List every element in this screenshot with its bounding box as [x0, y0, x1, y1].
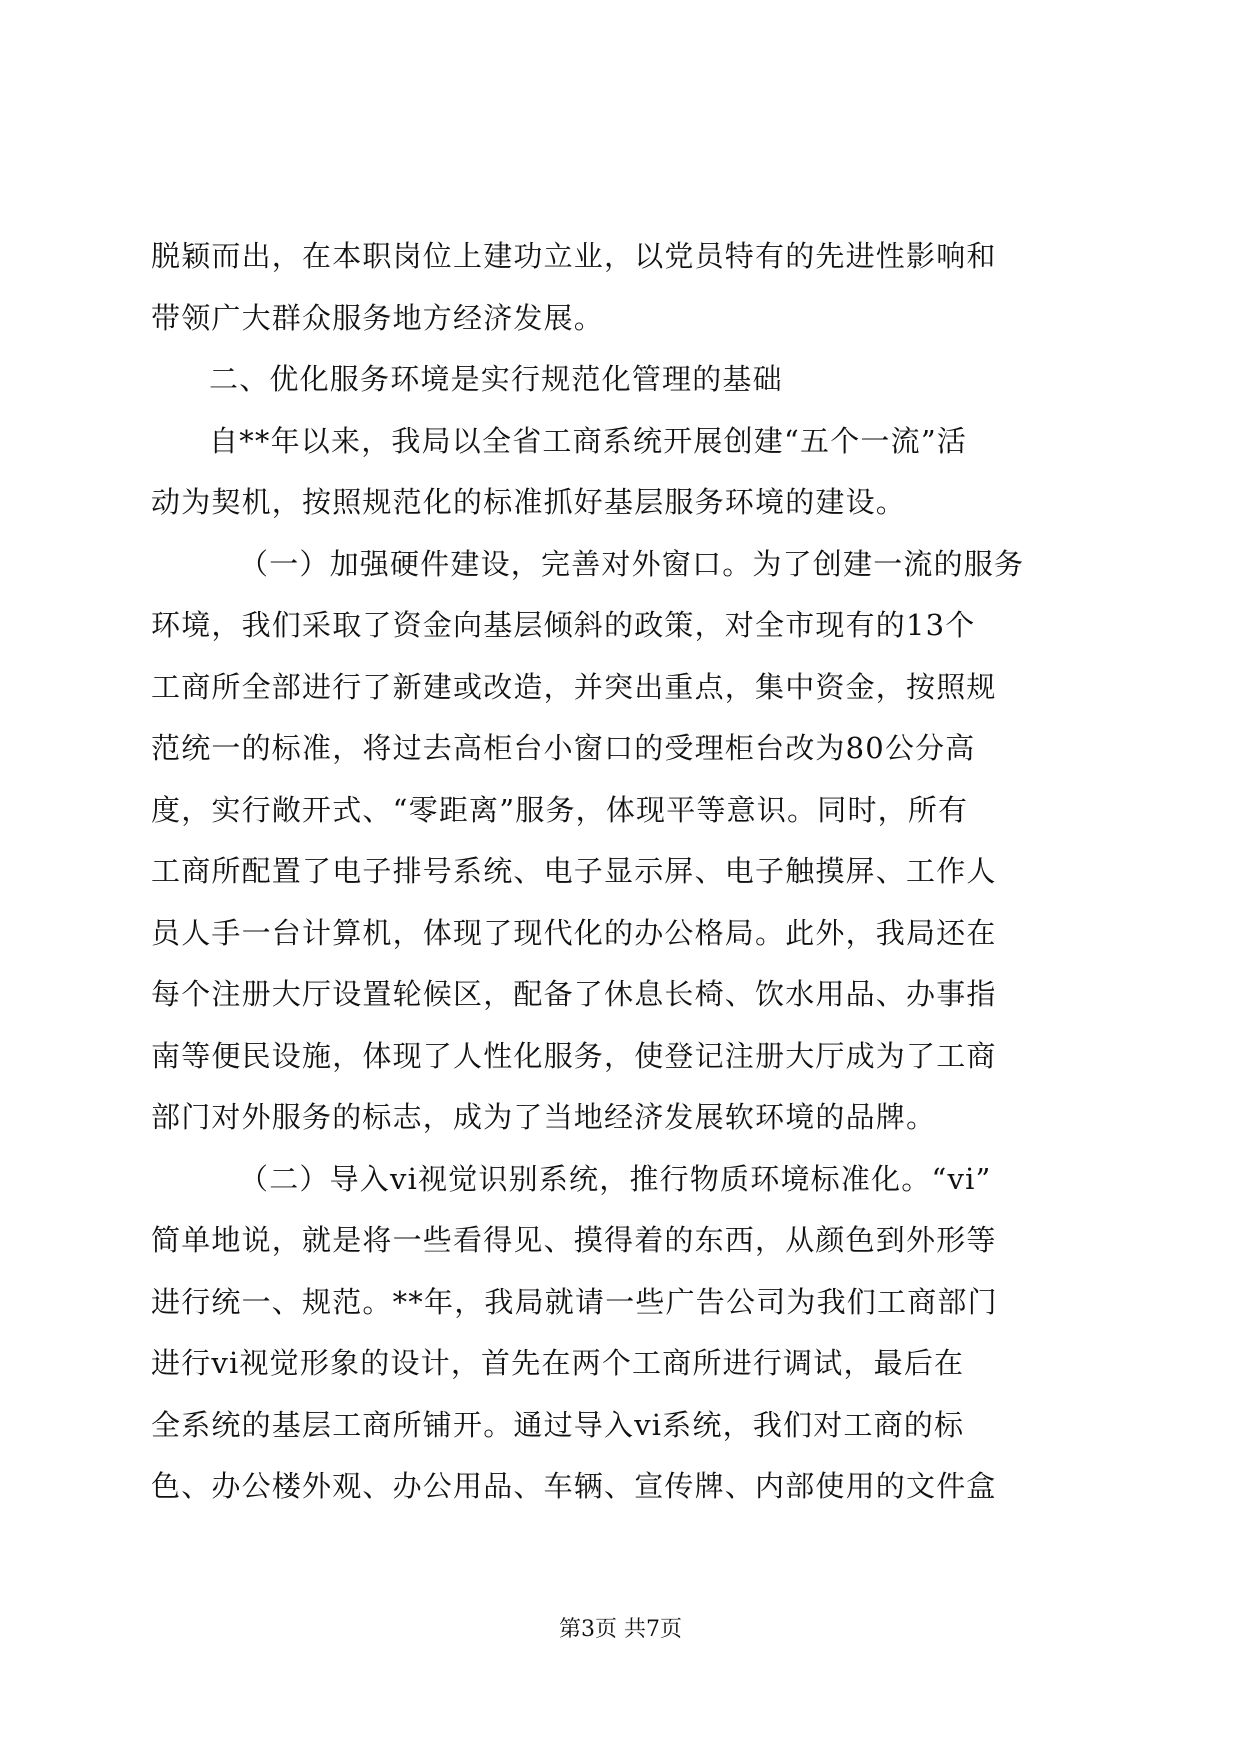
- text-line: 进行统一、规范。**年，我局就请一些广告公司为我们工商部门: [151, 1284, 998, 1319]
- text-line: 简单地说，就是将一些看得见、摸得着的东西，从颜色到外形等: [151, 1223, 997, 1257]
- text-line: （一）加强硬件建设，完善对外窗口。为了创建一流的服务: [239, 546, 1025, 581]
- text-line: 脱颖而出，在本职岗位上建功立业，以党员特有的先进性影响和: [151, 239, 997, 273]
- text-line: 度，实行敞开式、“零距离”服务，体现平等意识。同时，所有: [151, 792, 969, 827]
- page-number-label: 第3页 共7页: [559, 1617, 682, 1642]
- text-line: 部门对外服务的标志，成为了当地经济发展软环境的品牌。: [151, 1100, 937, 1134]
- text-line: 南等便民设施，体现了人性化服务，使登记注册大厅成为了工商: [151, 1038, 997, 1073]
- text-line: 动为契机，按照规范化的标准抓好基层服务环境的建设。: [151, 485, 907, 519]
- text-line: 色、办公楼外观、办公用品、车辆、宣传牌、内部使用的文件盒: [151, 1469, 997, 1503]
- text-line: 进行vi视觉形象的设计，首先在两个工商所进行调试，最后在: [151, 1346, 965, 1380]
- text-line: （二）导入vi视觉识别系统，推行物质环境标准化。“vi”: [239, 1161, 992, 1196]
- document-body: [151, 226, 1091, 1518]
- text-line: 带领广大群众服务地方经济发展。: [151, 300, 605, 335]
- page-footer: [0, 1615, 1241, 1645]
- text-line: 全系统的基层工商所铺开。通过导入vi系统，我们对工商的标: [151, 1407, 965, 1442]
- section-heading: 二、优化服务环境是实行规范化管理的基础: [209, 362, 783, 396]
- text-line: 环境，我们采取了资金向基层倾斜的政策，对全市现有的13个: [151, 608, 976, 642]
- text-line: 员人手一台计算机，体现了现代化的办公格局。此外，我局还在: [151, 915, 997, 950]
- text-line: 自**年以来，我局以全省工商系统开展创建“五个一流”活: [209, 423, 968, 458]
- text-line: 范统一的标准，将过去高柜台小窗口的受理柜台改为80公分高: [151, 731, 976, 765]
- text-line: 工商所配置了电子排号系统、电子显示屏、电子触摸屏、工作人: [151, 854, 997, 888]
- text-line: 工商所全部进行了新建或改造，并突出重点，集中资金，按照规: [151, 669, 997, 704]
- text-line: 每个注册大厅设置轮候区，配备了休息长椅、饮水用品、办事指: [151, 977, 997, 1011]
